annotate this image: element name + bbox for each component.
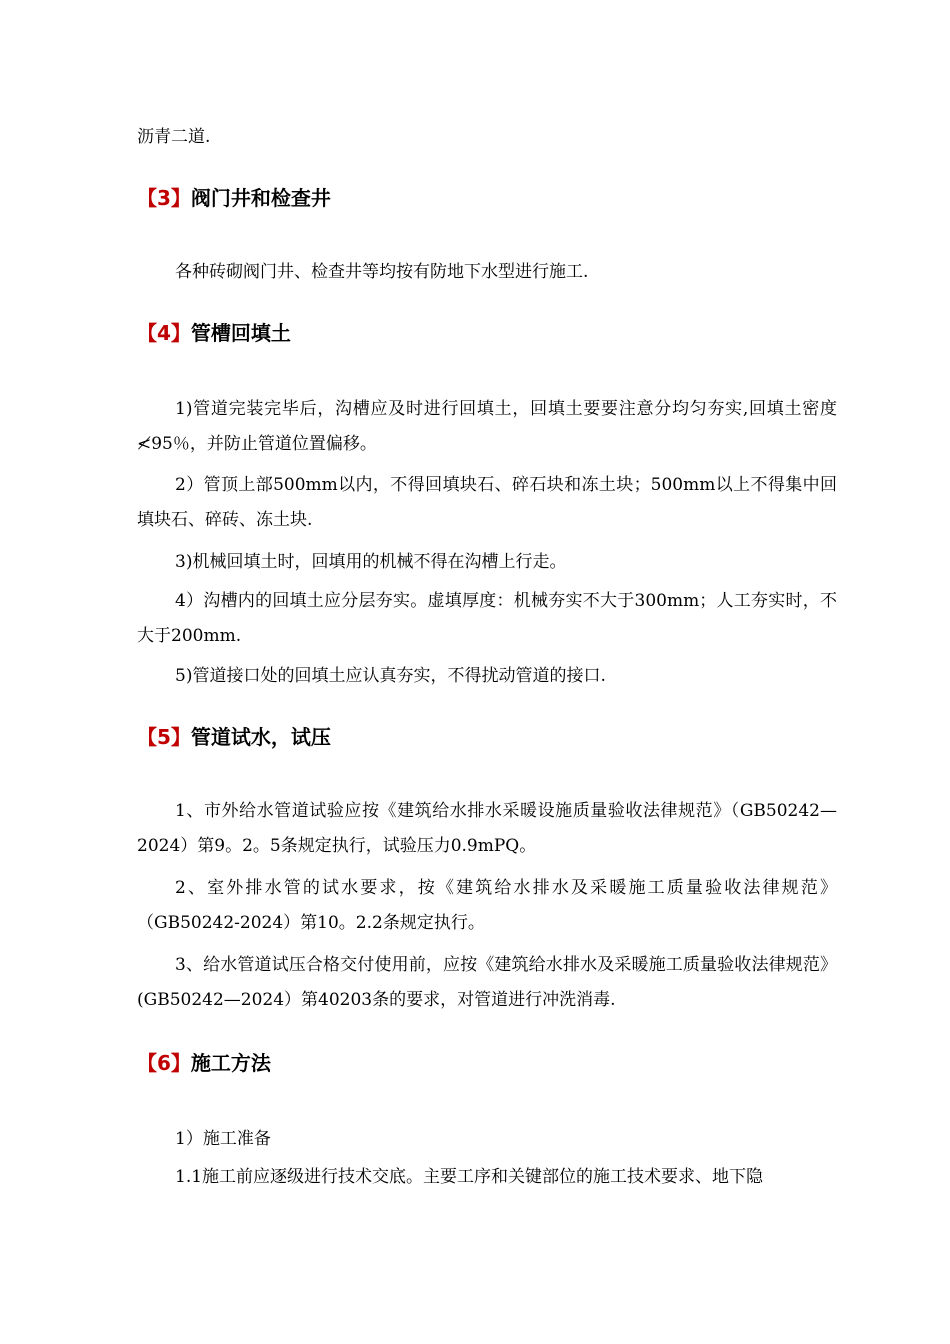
paragraph-continuation: 沥青二道. [137, 127, 211, 147]
paragraph-backfill-5: 5)管道接口处的回填土应认真夯实，不得扰动管道的接口. [175, 666, 606, 686]
paragraph-method-2: 1.1施工前应逐级进行技术交底。主要工序和关键部位的施工技术要求、地下隐 [175, 1167, 764, 1187]
heading-section-4 [137, 318, 837, 348]
paragraph-method-1: 1）施工准备 [175, 1129, 271, 1149]
paragraph-valve-well: 各种砖砌阀门井、检查井等均按有防地下水型进行施工. [175, 262, 589, 282]
paragraph-pressure-test-1: 1、市外给水管道试验应按《建筑给水排水采暖设施质量验收法律规范》（GB50242—2024）第9。2。5条规定执行，试验压力0.9mPQ。 [137, 801, 837, 856]
heading-section-6 [137, 1048, 837, 1078]
heading-title: 施工方法 [190, 1051, 271, 1075]
heading-number: 【4】 [137, 321, 191, 345]
heading-number: 【3】 [137, 186, 191, 210]
paragraph-backfill-3: 3)机械回填土时，回填用的机械不得在沟槽上行走。 [175, 552, 567, 572]
heading-number: 【6】 [137, 1051, 191, 1075]
heading-title: 管槽回填土 [190, 321, 291, 345]
paragraph-backfill-2: 2）管顶上部500mm以内，不得回填块石、碎石块和冻土块；500mm以上不得集中回填块石、碎砖、冻土块. [137, 475, 837, 530]
heading-title: 阀门井和检查井 [190, 186, 331, 210]
paragraph-pressure-test-2: 2、室外排水管的试水要求，按《建筑给水排水及采暖施工质量验收法律规范》（GB50242-2024）第10。2.2条规定执行。 [137, 878, 837, 933]
paragraph-pressure-test-3: 3、给水管道试压合格交付使用前，应按《建筑给水排水及采暖施工质量验收法律规范》(GB50242—2024）第40203条的要求，对管道进行冲洗消毒. [137, 955, 837, 1010]
heading-number: 【5】 [137, 725, 191, 749]
heading-title: 管道试水，试压 [190, 725, 331, 749]
heading-section-5 [137, 722, 837, 752]
heading-section-3 [137, 183, 837, 213]
paragraph-backfill-4: 4）沟槽内的回填土应分层夯实。虚填厚度：机械夯实不大于300mm；人工夯实时，不大于200mm. [137, 591, 837, 646]
paragraph-backfill-1: 1)管道完装完毕后，沟槽应及时进行回填土，回填土要要注意分均匀夯实,回填土密度≮95％，并防止管道位置偏移。 [137, 399, 837, 454]
